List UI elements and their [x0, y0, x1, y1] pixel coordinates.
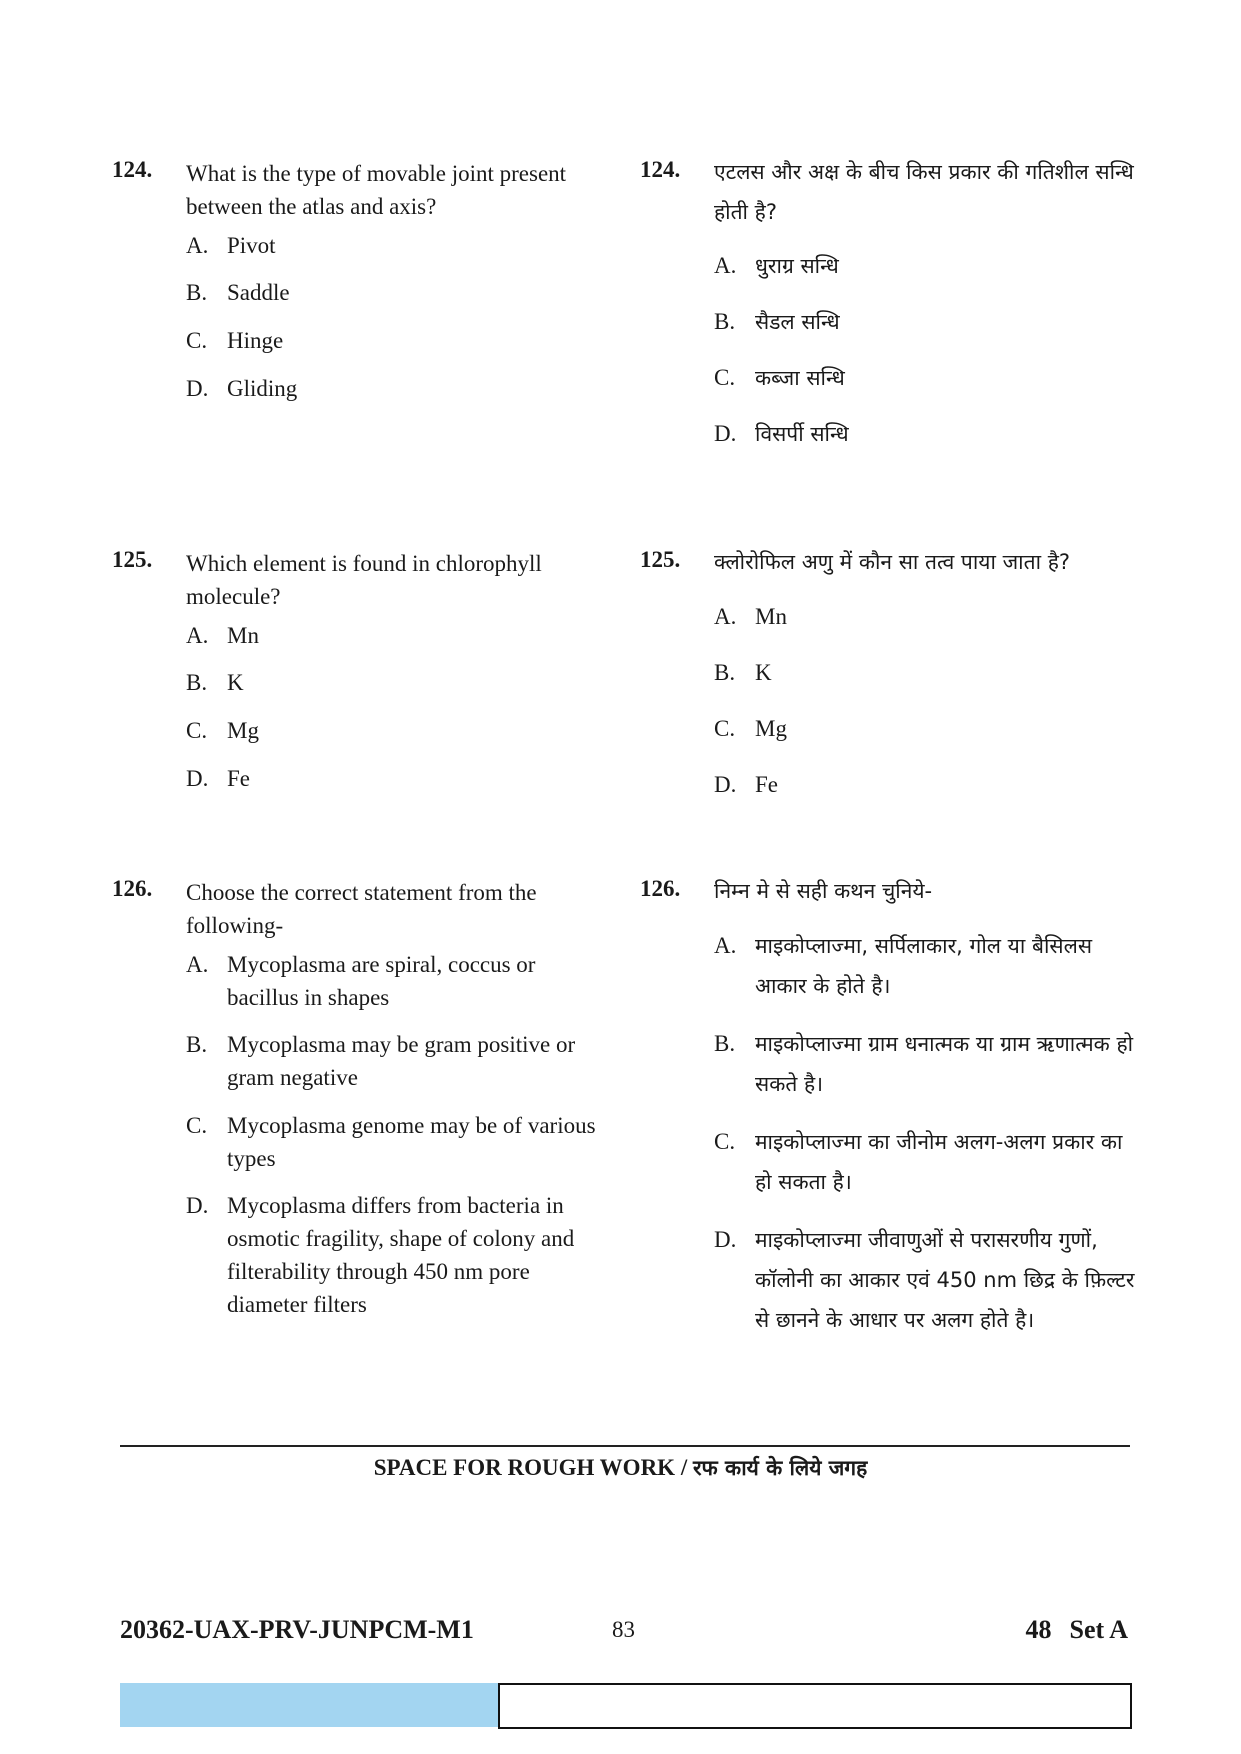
option-d [714, 765, 1140, 805]
option-letter: C. [186, 328, 208, 353]
question-text: Which element is found in chlorophyll molecule? [186, 551, 542, 609]
option-letter: D. [714, 421, 737, 446]
option-letter: C. [186, 1113, 208, 1138]
option-text: Mg [227, 718, 259, 743]
rough-work-heading-en: SPACE FOR ROUGH WORK / [373, 1455, 693, 1480]
option-letter: B. [186, 280, 208, 305]
option-text: माइकोप्लाज्मा जीवाणुओं से परासरणीय गुणों, कॉलोनी का आकार एवं 450 nm छिद्र के फ़िल्टर से छानने के आधार पर अलग होते है। [755, 1228, 1135, 1332]
option-text: Gliding [227, 376, 298, 401]
option-letter: B. [186, 670, 208, 695]
footer-empty-box [498, 1683, 1132, 1729]
question-text: निम्न मे से सही कथन चुनिये- [714, 879, 933, 903]
question-number: 124. [640, 157, 681, 182]
option-c [714, 358, 1140, 398]
option-b [714, 302, 1140, 342]
option-b [186, 666, 612, 699]
option-letter: C. [714, 716, 736, 741]
question-number: 126. [640, 876, 681, 901]
option-text: Saddle [227, 280, 290, 305]
question-number: 124. [112, 157, 153, 182]
option-text: Mn [227, 623, 259, 648]
option-c [186, 1109, 612, 1175]
question-number: 125. [112, 547, 153, 572]
option-d [186, 372, 612, 405]
footer-color-bar [120, 1683, 498, 1727]
option-a [186, 619, 612, 652]
option-letter: A. [186, 233, 209, 258]
option-letter: A. [714, 604, 737, 629]
option-c [186, 714, 612, 747]
question-text: एटलस और अक्ष के बीच किस प्रकार की गतिशील सन्धि होती है? [714, 160, 1134, 224]
option-text: Mycoplasma genome may be of various types [227, 1113, 596, 1171]
option-text: Mycoplasma differs from bacteria in osmotic fragility, shape of colony and filterability through 450 nm pore diameter filters [227, 1193, 575, 1317]
option-letter: D. [186, 766, 209, 791]
option-text: Mg [755, 716, 787, 741]
rough-work-divider [120, 1445, 1130, 1447]
option-text: Fe [755, 772, 778, 797]
option-letter: D. [186, 376, 209, 401]
option-text: Hinge [227, 328, 284, 353]
option-c [714, 1122, 1140, 1202]
option-letter: A. [714, 933, 737, 958]
option-letter: C. [714, 365, 736, 390]
option-text: Mycoplasma may be gram positive or gram negative [227, 1032, 576, 1090]
question-text: क्लोरोफिल अणु में कौन सा तत्व पाया जाता है? [714, 550, 1070, 574]
option-letter: B. [186, 1032, 208, 1057]
option-text: माइकोप्लाज्मा, सर्पिलाकार, गोल या बैसिलस आकार के होते है। [755, 934, 1093, 998]
option-text: Pivot [227, 233, 276, 258]
option-text: Mn [755, 604, 787, 629]
rough-work-heading [0, 1454, 1241, 1482]
question-number: 125. [640, 547, 681, 572]
option-letter: D. [714, 772, 737, 797]
option-text: कब्जा सन्धि [755, 366, 845, 390]
option-letter: A. [186, 623, 209, 648]
option-letter: B. [714, 309, 736, 334]
option-text: सैडल सन्धि [755, 310, 840, 334]
option-letter: D. [714, 1227, 737, 1252]
page-number: 83 [612, 1617, 635, 1642]
question-text: What is the type of movable joint present between the atlas and axis? [186, 161, 567, 219]
paper-code: 20362-UAX-PRV-JUNPCM-M1 [120, 1615, 474, 1644]
option-a [186, 229, 612, 262]
option-b [714, 1024, 1140, 1104]
option-letter: B. [714, 1031, 736, 1056]
option-letter: B. [714, 660, 736, 685]
option-b [186, 1028, 612, 1094]
option-a [186, 948, 612, 1014]
option-text: K [755, 660, 772, 685]
option-text: माइकोप्लाज्मा का जीनोम अलग-अलग प्रकार का हो सकता है। [755, 1130, 1123, 1194]
option-text: Mycoplasma are spiral, coccus or bacillus in shapes [227, 952, 536, 1010]
option-d [186, 1189, 612, 1321]
option-b [186, 276, 612, 309]
option-c [186, 324, 612, 357]
booklet-number: 48 [1025, 1615, 1052, 1644]
option-d [714, 414, 1140, 454]
option-letter: A. [186, 952, 209, 977]
option-letter: A. [714, 253, 737, 278]
option-a [714, 246, 1140, 286]
option-text: Fe [227, 766, 250, 791]
set-label [1026, 1615, 1129, 1645]
option-text: माइकोप्लाज्मा ग्राम धनात्मक या ग्राम ऋणात्मक हो सकते है। [755, 1032, 1134, 1096]
option-c [714, 709, 1140, 749]
option-letter: D. [186, 1193, 209, 1218]
option-d [714, 1220, 1140, 1340]
option-a [714, 926, 1140, 1006]
question-number: 126. [112, 876, 153, 901]
option-letter: C. [714, 1129, 736, 1154]
option-text: विसर्पी सन्धि [755, 422, 849, 446]
option-text: धुराग्र सन्धि [755, 254, 839, 278]
question-text: Choose the correct statement from the following- [186, 880, 537, 938]
option-text: K [227, 670, 244, 695]
rough-work-heading-hi: रफ कार्य के लिये जगह [692, 1456, 868, 1480]
option-letter: C. [186, 718, 208, 743]
option-d [186, 762, 612, 795]
option-a [714, 597, 1140, 637]
set-name: Set A [1069, 1615, 1128, 1644]
option-b [714, 653, 1140, 693]
